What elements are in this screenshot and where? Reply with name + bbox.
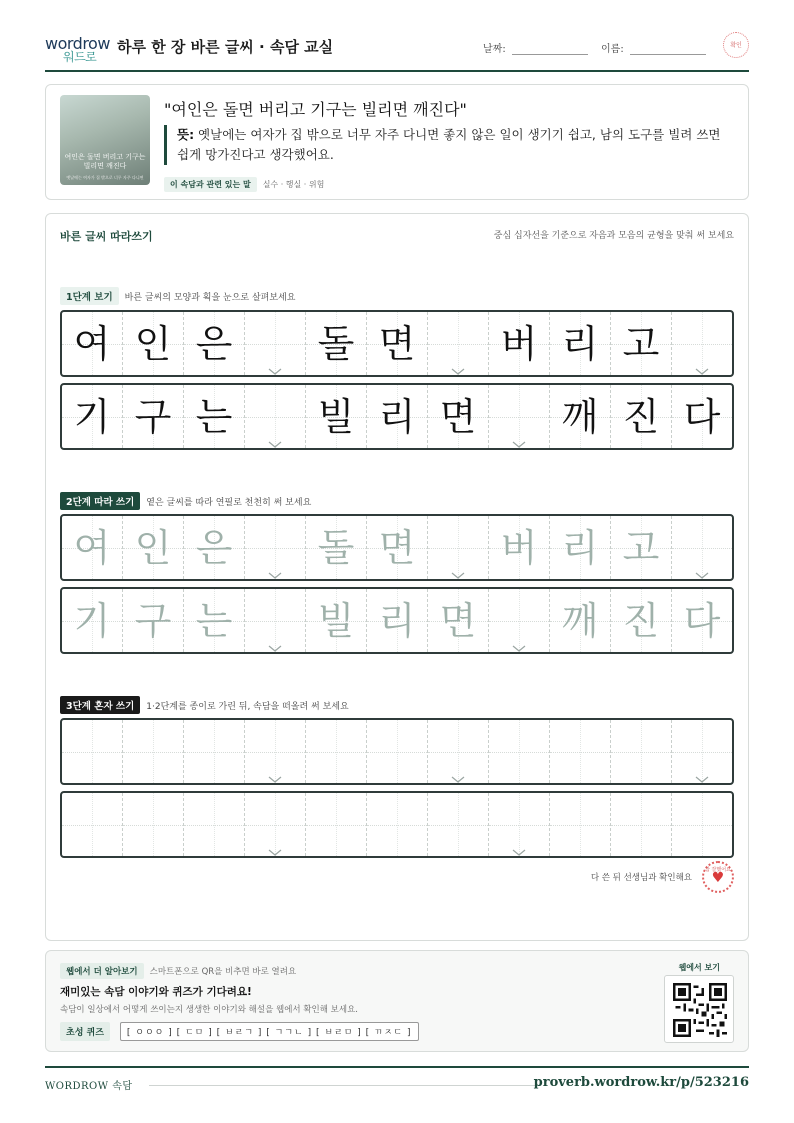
grid-char: 돌 [317,525,355,570]
grid-cell[interactable] [489,516,550,579]
space-mark-icon [695,361,709,369]
grid-cell[interactable] [611,793,672,856]
grid-char: 고 [622,321,660,366]
grid-cell [428,312,489,375]
grid-cell [489,312,550,375]
step3-header: 3단계 혼자 쓰기 1·2단계를 종이로 가린 뒤, 속담을 떠올려 써 보세요 [60,696,349,714]
grid-char: 여 [73,525,111,570]
grid-cell[interactable] [489,793,550,856]
space-mark-icon [451,565,465,573]
grid-cell [550,385,611,448]
grid-char: 은 [195,321,233,366]
grid-cell [672,312,732,375]
grid-char: 깨 [561,598,599,643]
proverb-illustration: 여인은 돌면 버리고 기구는 빌리면 깨진다 옛날에는 여자가 집 밖으로 너무 자주 다니면 [60,95,150,185]
grid-cell[interactable] [306,516,367,579]
grid-cell[interactable] [550,589,611,652]
grid-char: 기 [73,598,111,643]
grid-cell[interactable] [245,589,306,652]
space-mark-icon [268,361,282,369]
space-mark-icon [451,769,465,777]
wordrow-logo: wordrow 워드로 [45,34,110,64]
space-mark-icon [268,638,282,646]
grid-char: 구 [134,598,172,643]
space-mark-icon [268,565,282,573]
grid-cell[interactable] [550,516,611,579]
grid-char: 기 [73,394,111,439]
grid-cell [550,312,611,375]
grid-char: 다 [683,394,721,439]
grid-char: 진 [622,598,660,643]
grid-cell[interactable] [62,720,123,783]
grid-cell[interactable] [611,720,672,783]
grid-char: 진 [622,394,660,439]
check-stamp-icon: 확인 [723,32,749,58]
grid-char: 구 [134,394,172,439]
grid-cell[interactable] [611,516,672,579]
grid-cell [245,385,306,448]
space-mark-icon [512,638,526,646]
grid-char: 면 [378,525,416,570]
grid-cell [367,312,428,375]
grid-char: 리 [561,321,599,366]
page-title: 하루 한 장 바른 글씨 · 속담 교실 [117,38,334,56]
space-mark-icon [695,769,709,777]
grid-cell[interactable] [184,589,245,652]
grid-cell[interactable] [306,793,367,856]
name-field[interactable]: 이름: [601,40,706,55]
grid-cell[interactable] [62,793,123,856]
space-mark-icon [695,565,709,573]
grid-cell[interactable] [245,720,306,783]
date-field[interactable]: 날짜: [483,40,588,55]
check-note: 다 쓴 뒤 선생님과 확인해요 [590,873,692,883]
grid-char: 여 [73,321,111,366]
page-header [45,28,749,72]
grid-char: 는 [195,394,233,439]
related-words: 이 속담과 관련 있는 말 실수 · 행실 · 위험 [164,177,324,192]
grid-cell [367,385,428,448]
grid-char: 인 [134,321,172,366]
grid-cell[interactable] [428,720,489,783]
space-mark-icon [451,361,465,369]
grid-cell[interactable] [672,589,732,652]
grid-char: 리 [378,598,416,643]
practice-panel [45,213,749,941]
grid-cell [611,312,672,375]
grid-cell[interactable] [489,589,550,652]
grid-cell[interactable] [550,720,611,783]
proverb-text: "여인은 돌면 버리고 기구는 빌리면 깨진다" [164,100,467,119]
proverb-meaning: 뜻: 옛날에는 여자가 집 밖으로 너무 자주 다니면 좋지 않은 일이 생기기 쉽고, 남의 도구를 빌려 쓰면 쉽게 망가진다고 생각했어요. [164,125,734,165]
space-mark-icon [268,434,282,442]
grid-cell[interactable] [428,516,489,579]
grid-char: 면 [378,321,416,366]
grid-cell [184,312,245,375]
grid-cell[interactable] [672,720,732,783]
grid-cell[interactable] [428,589,489,652]
chosung-quiz: 초성 퀴즈 [ ㅇㅇㅇ ] [ ㄷㅁ ] [ ㅂㄹㄱ ] [ ㄱㄱㄴ ] [ ㅂㄹㅁ ] [ ㄲㅈㄷ ] [60,1022,419,1041]
grid-cell [611,385,672,448]
grid-cell[interactable] [611,589,672,652]
grid-cell [184,385,245,448]
grid-cell[interactable] [672,793,732,856]
grid-char: 은 [195,525,233,570]
grid-cell[interactable] [245,516,306,579]
grid-cell [306,385,367,448]
proverb-card [45,84,749,200]
practice-hint: 중심 십자선을 기준으로 자음과 모음의 균형을 맞춰 써 보세요 [493,231,734,241]
grid-cell[interactable] [123,516,184,579]
good-job-stamp-icon: 참 잘했어요 ♥ [702,861,734,893]
grid-char: 깨 [561,394,599,439]
grid-char: 인 [134,525,172,570]
grid-cell[interactable] [62,589,123,652]
grid-cell[interactable] [123,720,184,783]
grid-cell[interactable] [306,720,367,783]
step2-header: 2단계 따라 쓰기 옅은 글씨를 따라 연필로 천천히 써 보세요 [60,492,311,510]
grid-cell [672,385,732,448]
grid-char: 면 [439,394,477,439]
space-mark-icon [268,769,282,777]
trace-row-2[interactable] [60,587,734,654]
step1-header: 1단계 보기 바른 글씨의 모양과 획을 눈으로 살펴보세요 [60,287,295,305]
grid-char: 빌 [317,394,355,439]
grid-cell[interactable] [550,793,611,856]
grid-cell [62,312,123,375]
grid-cell[interactable] [367,793,428,856]
grid-cell[interactable] [184,720,245,783]
web-promo [45,950,749,1052]
grid-char: 고 [622,525,660,570]
free-row-2[interactable] [60,791,734,858]
grid-char: 버 [500,321,538,366]
grid-cell[interactable] [123,589,184,652]
grid-char: 다 [683,598,721,643]
space-mark-icon [512,842,526,850]
grid-cell[interactable] [672,516,732,579]
grid-char: 는 [195,598,233,643]
qr-code-icon[interactable] [664,975,734,1043]
web-description: 속담이 일상에서 어떻게 쓰이는지 생생한 이야기와 해설을 웹에서 확인해 보세요. [60,1005,358,1015]
grid-cell[interactable] [367,589,428,652]
footer-url[interactable]: proverb.wordrow.kr/p/523216 [533,1075,749,1090]
practice-title: 바른 글씨 따라쓰기 [60,230,153,243]
grid-cell [306,312,367,375]
grid-char: 버 [500,525,538,570]
trace-row-1[interactable] [60,514,734,581]
grid-cell [123,312,184,375]
space-mark-icon [268,842,282,850]
grid-char: 리 [378,394,416,439]
page-footer [45,1066,749,1096]
qr-label: 웹에서 보기 [678,963,720,972]
grid-cell[interactable] [245,793,306,856]
grid-cell [489,385,550,448]
grid-cell [62,385,123,448]
space-mark-icon [512,434,526,442]
model-row-1 [60,310,734,377]
grid-cell[interactable] [367,720,428,783]
grid-cell[interactable] [184,516,245,579]
grid-char: 빌 [317,598,355,643]
grid-cell[interactable] [184,793,245,856]
grid-char: 면 [439,598,477,643]
grid-cell [428,385,489,448]
footer-divider [149,1085,539,1086]
grid-cell[interactable] [367,516,428,579]
model-row-2 [60,383,734,450]
grid-cell [123,385,184,448]
grid-cell[interactable] [123,793,184,856]
free-row-1[interactable] [60,718,734,785]
grid-char: 돌 [317,321,355,366]
footer-brand: WORDROW 속담 [45,1081,133,1092]
quiz-box: [ ㅇㅇㅇ ] [ ㄷㅁ ] [ ㅂㄹㄱ ] [ ㄱㄱㄴ ] [ ㅂㄹㅁ ] [ ㄲㅈㄷ ] [120,1022,419,1041]
grid-cell[interactable] [306,589,367,652]
web-tag: 웹에서 더 알아보기 스마트폰으로 QR을 비추면 바로 열려요 [60,963,296,979]
grid-cell[interactable] [62,516,123,579]
web-headline: 재미있는 속담 이야기와 퀴즈가 기다려요! [60,986,252,998]
grid-cell[interactable] [428,793,489,856]
grid-char: 리 [561,525,599,570]
grid-cell[interactable] [489,720,550,783]
grid-cell [245,312,306,375]
